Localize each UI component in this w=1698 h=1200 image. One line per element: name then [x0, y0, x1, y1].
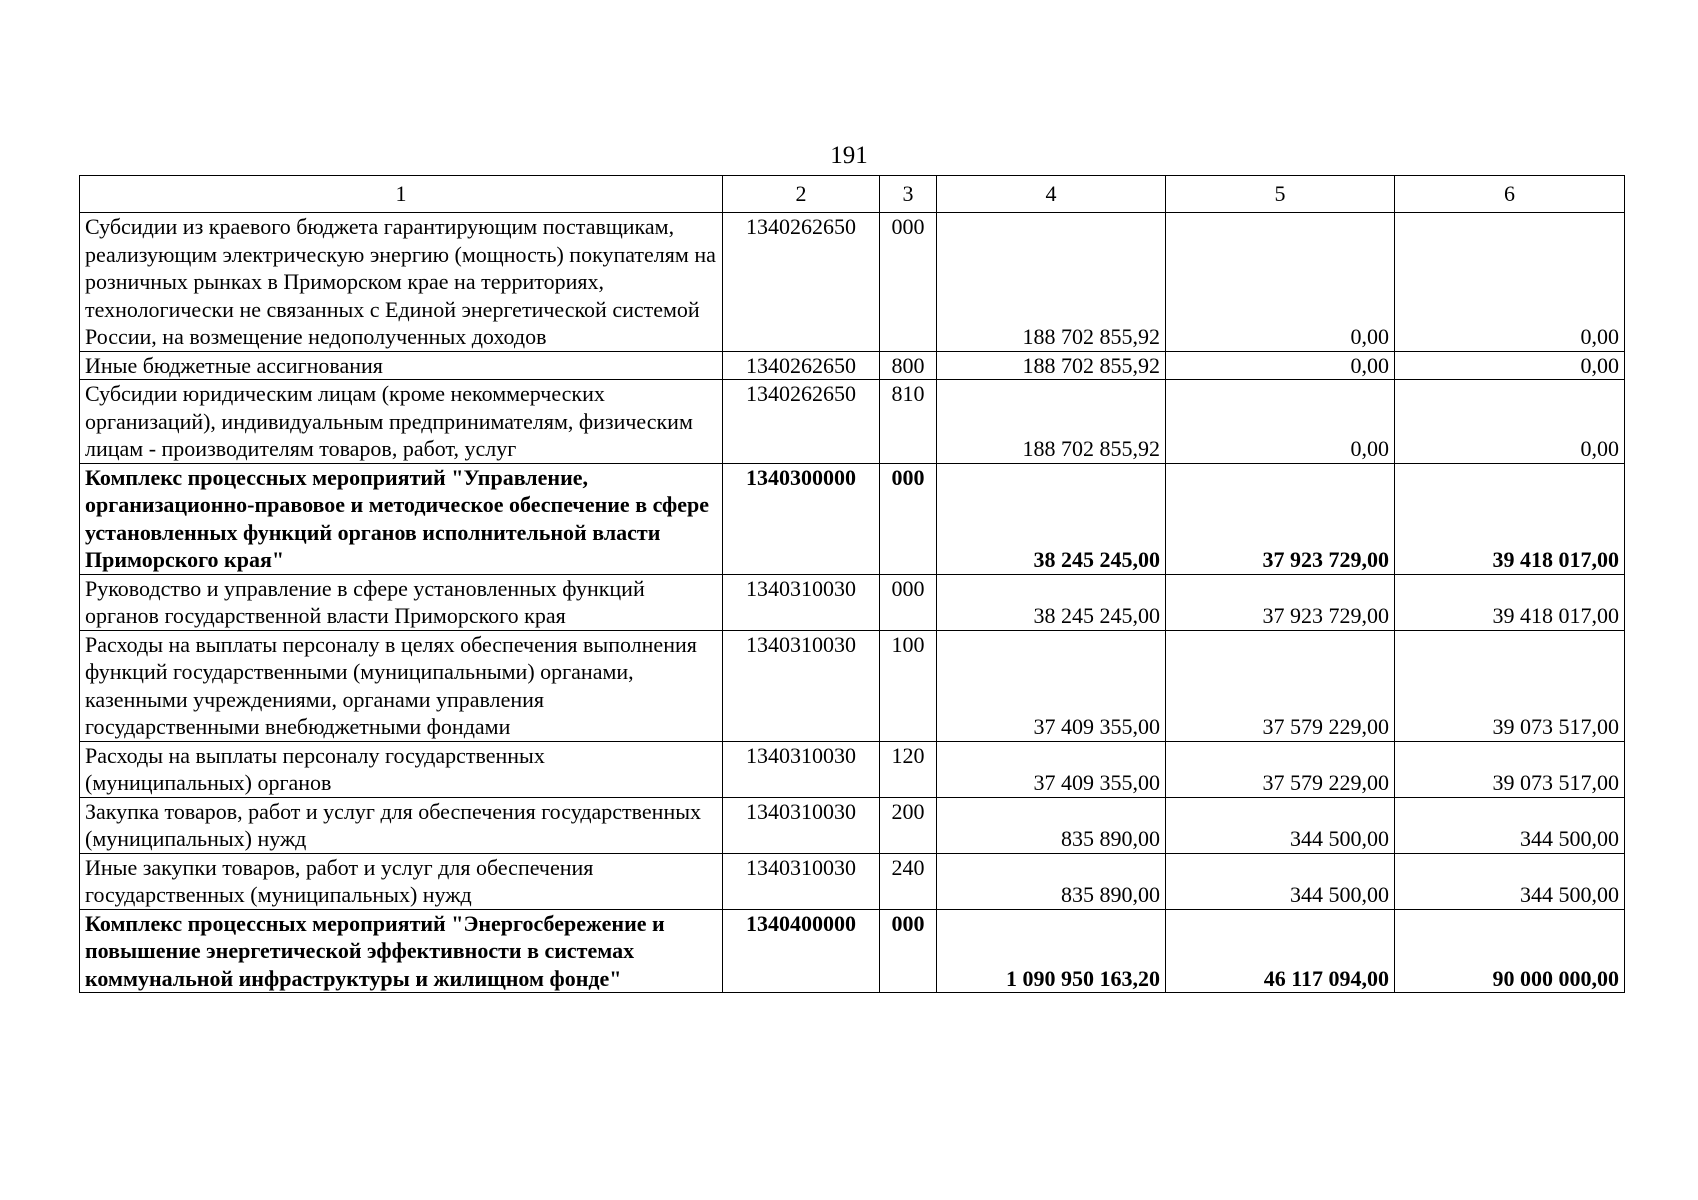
row-value-4: 38 245 245,00 [937, 574, 1166, 630]
row-name: Расходы на выплаты персоналу в целях обеспечения выполнения функций государственными (муниципальными) органами, казенными учреждениями, органами управления государственными внебюджетными фондами [80, 630, 723, 741]
row-type: 000 [880, 213, 937, 352]
table-row [80, 853, 1625, 909]
header-cell-2: 2 [723, 176, 880, 213]
row-code: 1340310030 [723, 853, 880, 909]
row-value-6: 90 000 000,00 [1395, 909, 1625, 993]
row-value-5: 0,00 [1166, 351, 1395, 380]
budget-table [79, 175, 1625, 993]
header-cell-1: 1 [80, 176, 723, 213]
row-name: Субсидии из краевого бюджета гарантирующим поставщикам, реализующим электрическую энергию (мощность) покупателям на розничных рынках в Приморском крае на территориях, технологически не связанных с Единой энергетической системой России, на возмещение недополученных доходов [80, 213, 723, 352]
row-type: 810 [880, 380, 937, 464]
row-value-6: 0,00 [1395, 380, 1625, 464]
row-code: 1340400000 [723, 909, 880, 993]
table-row [80, 797, 1625, 853]
row-value-4: 188 702 855,92 [937, 351, 1166, 380]
row-value-6: 39 073 517,00 [1395, 741, 1625, 797]
row-value-4: 37 409 355,00 [937, 630, 1166, 741]
row-value-5: 344 500,00 [1166, 797, 1395, 853]
header-cell-6: 6 [1395, 176, 1625, 213]
table-row [80, 213, 1625, 352]
row-code: 1340310030 [723, 741, 880, 797]
table-row [80, 351, 1625, 380]
row-name: Расходы на выплаты персоналу государственных (муниципальных) органов [80, 741, 723, 797]
row-code: 1340310030 [723, 630, 880, 741]
row-code: 1340262650 [723, 380, 880, 464]
table-row [80, 741, 1625, 797]
row-value-4: 188 702 855,92 [937, 213, 1166, 352]
row-code: 1340262650 [723, 351, 880, 380]
table-row [80, 574, 1625, 630]
row-value-6: 39 418 017,00 [1395, 463, 1625, 574]
row-value-5: 37 579 229,00 [1166, 741, 1395, 797]
row-type: 100 [880, 630, 937, 741]
header-cell-3: 3 [880, 176, 937, 213]
row-value-4: 835 890,00 [937, 853, 1166, 909]
row-type: 000 [880, 463, 937, 574]
header-row [80, 176, 1625, 213]
row-code: 1340310030 [723, 574, 880, 630]
header-cell-4: 4 [937, 176, 1166, 213]
header-cell-5: 5 [1166, 176, 1395, 213]
row-value-6: 344 500,00 [1395, 853, 1625, 909]
row-value-6: 39 418 017,00 [1395, 574, 1625, 630]
row-type: 000 [880, 909, 937, 993]
row-value-5: 37 923 729,00 [1166, 574, 1395, 630]
row-value-5: 344 500,00 [1166, 853, 1395, 909]
row-value-4: 1 090 950 163,20 [937, 909, 1166, 993]
row-value-4: 835 890,00 [937, 797, 1166, 853]
row-name: Руководство и управление в сфере установленных функций органов государственной власти Приморского края [80, 574, 723, 630]
row-value-5: 0,00 [1166, 380, 1395, 464]
row-code: 1340300000 [723, 463, 880, 574]
row-name: Закупка товаров, работ и услуг для обеспечения государственных (муниципальных) нужд [80, 797, 723, 853]
row-type: 000 [880, 574, 937, 630]
row-type: 120 [880, 741, 937, 797]
row-value-6: 344 500,00 [1395, 797, 1625, 853]
row-type: 240 [880, 853, 937, 909]
page-number: 191 [830, 142, 868, 169]
row-value-6: 0,00 [1395, 213, 1625, 352]
row-value-4: 188 702 855,92 [937, 380, 1166, 464]
row-type: 800 [880, 351, 937, 380]
table-row [80, 630, 1625, 741]
row-value-6: 39 073 517,00 [1395, 630, 1625, 741]
table-row [80, 909, 1625, 993]
row-name: Комплекс процессных мероприятий "Энергосбережение и повышение энергетической эффективности в системах коммунальной инфраструктуры и жилищном фонде" [80, 909, 723, 993]
row-value-6: 0,00 [1395, 351, 1625, 380]
row-code: 1340310030 [723, 797, 880, 853]
row-name: Субсидии юридическим лицам (кроме некоммерческих организаций), индивидуальным предпринимателям, физическим лицам - производителям товаров, работ, услуг [80, 380, 723, 464]
row-value-4: 38 245 245,00 [937, 463, 1166, 574]
row-value-5: 37 579 229,00 [1166, 630, 1395, 741]
row-value-5: 46 117 094,00 [1166, 909, 1395, 993]
table-row [80, 463, 1625, 574]
row-value-5: 37 923 729,00 [1166, 463, 1395, 574]
row-name: Комплекс процессных мероприятий "Управление, организационно-правовое и методическое обеспечение в сфере установленных функций органов исполнительной власти Приморского края" [80, 463, 723, 574]
row-type: 200 [880, 797, 937, 853]
table-row [80, 380, 1625, 464]
row-code: 1340262650 [723, 213, 880, 352]
row-value-4: 37 409 355,00 [937, 741, 1166, 797]
row-name: Иные закупки товаров, работ и услуг для обеспечения государственных (муниципальных) нужд [80, 853, 723, 909]
row-value-5: 0,00 [1166, 213, 1395, 352]
row-name: Иные бюджетные ассигнования [80, 351, 723, 380]
